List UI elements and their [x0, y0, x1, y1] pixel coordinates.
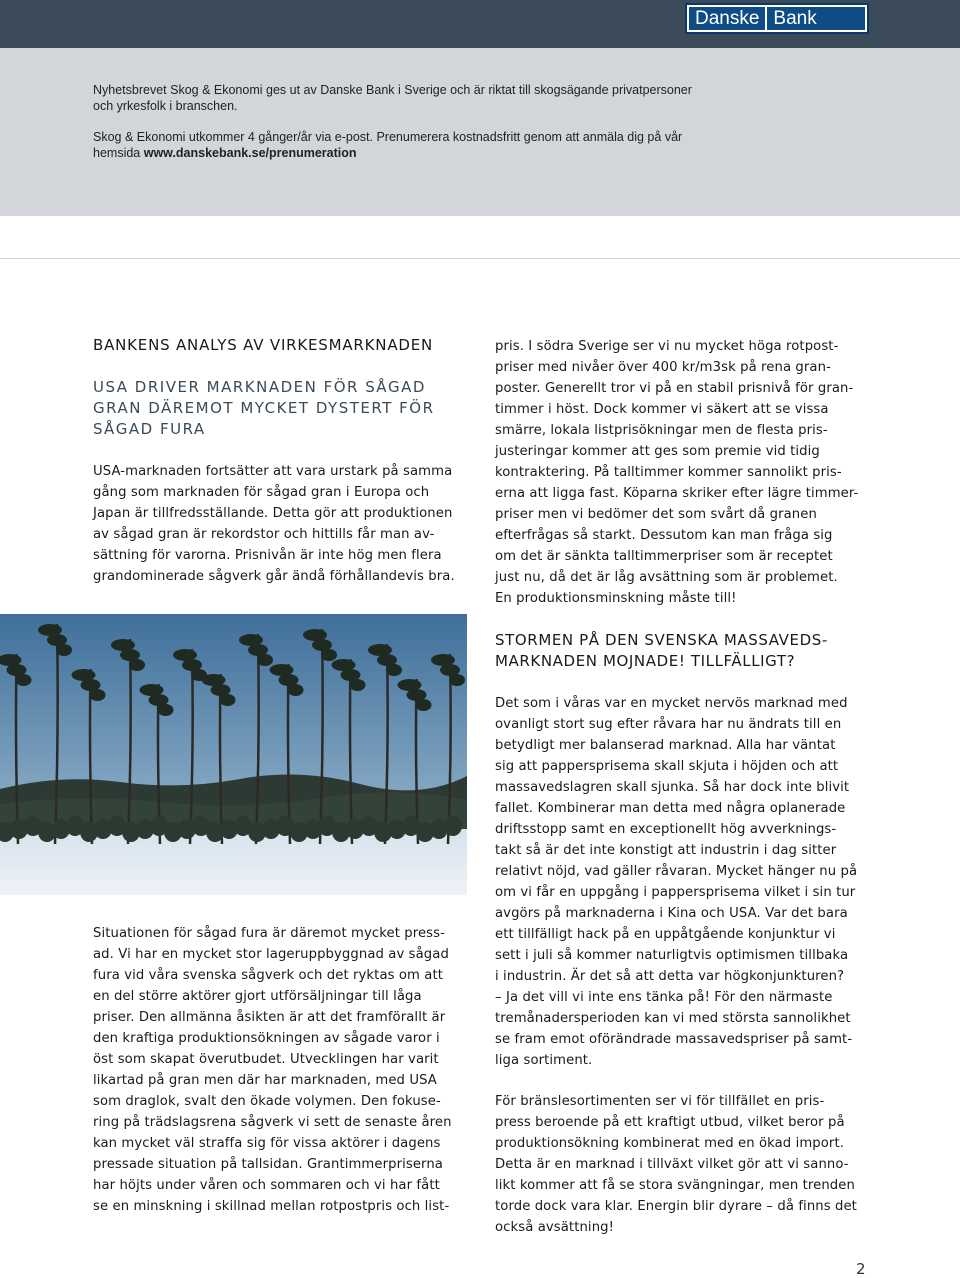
text-line: fura vid våra svenska sågverk och det ryktas om att — [93, 968, 444, 983]
text-line: liga sortiment. — [495, 1053, 593, 1068]
text-line: smärre, lokala listprisökningar men de flesta pris- — [495, 423, 828, 438]
text-line: sett i juli så kommer naturligtvis optimismen tillbaka — [495, 948, 849, 963]
intro-prefix: hemsida — [93, 145, 144, 160]
intro-text — [93, 83, 753, 177]
text-line: pris. I södra Sverige ser vi nu mycket höga rotpost- — [495, 339, 839, 354]
page-number: 2 — [856, 1260, 866, 1278]
text-line: massavedslagren skall sjunka. Så har dock inte blivit — [495, 780, 850, 795]
article-subtitle — [93, 377, 433, 440]
storm-heading — [495, 630, 875, 672]
text-line: har höjts under våren och sommaren och vi har fått — [93, 1178, 440, 1193]
text-line: också avsättning! — [495, 1220, 615, 1235]
text-line: press beroende på ett kraftigt utbud, vilket beror på — [495, 1115, 845, 1130]
subtitle-line: SÅGAD FURA — [93, 420, 206, 438]
text-line: likt kommer att få se stora svängningar, men trenden — [495, 1178, 855, 1193]
text-line: kontraktering. På talltimmer kommer sannolikt pris- — [495, 465, 842, 480]
text-line: En produktionsminskning måste till! — [495, 591, 737, 606]
text-line: betydligt mer balanserad marknad. Alla har väntat — [495, 738, 836, 753]
text-line: öst som skapat överutbudet. Utvecklingen har varit — [93, 1052, 439, 1067]
text-line: Japan är tillfredsställande. Detta gör att produktionen — [93, 506, 453, 521]
subtitle-line: USA DRIVER MARKNADEN FÖR SÅGAD — [93, 378, 426, 396]
undergrowth — [444, 816, 462, 836]
text-line: – Ja det vill vi inte ens tänka på! För den närmaste — [495, 990, 833, 1005]
text-line: pressade situation på tallsidan. Grantimmerpriserna — [93, 1157, 443, 1172]
header-bar — [0, 0, 960, 48]
text-line: USA-marknaden fortsätter att vara urstark på samma — [93, 464, 453, 479]
text-line: tremånadersperioden kan vi med största sannolikhet — [495, 1011, 851, 1026]
text-line: i industrin. Är det så att detta var högkonjunkturen? — [495, 969, 845, 984]
text-line: likartad på gran men där har marknaden, med USA — [93, 1073, 437, 1088]
text-line: ett tillfälligt hack på en uppåtgående konjunktur vi — [495, 927, 836, 942]
text-line: För bränslesortimenten ser vi för tillfället en pris- — [495, 1094, 825, 1109]
intro-line — [93, 146, 753, 162]
text-line: gång som marknaden för sågad gran i Europa och — [93, 485, 430, 500]
intro-paragraph-2 — [93, 130, 753, 161]
text-line: torde dock vara klar. Energin blir dyrare – då finns det — [495, 1199, 857, 1214]
text-line: se en minskning i skillnad mellan rotpostpris och list- — [93, 1199, 450, 1214]
section-title: BANKENS ANALYS AV VIRKESMARKNADEN — [93, 336, 434, 354]
text-line: av sågad gran är rekordstor och hittills får man av- — [93, 527, 435, 542]
text-line: den kraftiga produktionsökningen av sågade varor i — [93, 1031, 440, 1046]
text-line: se fram emot oförändrade massavedspriser på samt- — [495, 1032, 853, 1047]
intro-paragraph-1 — [93, 83, 753, 114]
text-line: sig att pappersprisema skall skjuta i höjden och att — [495, 759, 839, 774]
text-line: driftsstopp samt en exceptionellt hög avverknings- — [495, 822, 837, 837]
divider-line — [0, 258, 960, 259]
text-line: just nu, då det är låg avsättning som är problemet. — [495, 570, 838, 585]
text-line: priser. Den allmänna åsikten är att det framförallt är — [93, 1010, 446, 1025]
text-line: poster. Generellt tror vi på en stabil prisnivå för gran- — [495, 381, 854, 396]
text-line: justeringar kommer att ges som premie vid tidig — [495, 444, 820, 459]
intro-line: Nyhetsbrevet Skog & Ekonomi ges ut av Danske Bank i Sverige och är riktat till skogsägande privatpersoner — [93, 83, 692, 97]
intro-line: och yrkesfolk i branschen. — [93, 98, 238, 113]
forest-illustration — [0, 614, 467, 895]
logo-word-danske: Danske — [695, 8, 760, 29]
text-line: Situationen för sågad fura är däremot mycket press- — [93, 926, 445, 941]
text-line: fallet. Kombinerar man detta med några oplanerade — [495, 801, 846, 816]
text-line: takt så är det inte konstigt att industrin i dag sitter — [495, 843, 837, 858]
text-line: Det som i våras var en mycket nervös marknad med — [495, 696, 848, 711]
left-column-top — [93, 461, 473, 587]
intro-line: Skog & Ekonomi utkommer 4 gånger/år via e-post. Prenumerera kostnadsfritt genom att anmäla dig på vår — [93, 130, 683, 144]
text-line: om vi får en uppgång i pappersprisema vilket i sin tur — [495, 885, 856, 900]
subscription-link[interactable] — [144, 146, 357, 160]
text-line: ovanligt stort sug efter råvara har nu ändrats till en — [495, 717, 842, 732]
subscription-link-text: www.danskebank.se/prenumeration — [143, 145, 357, 160]
text-line: ring på trädslagsrena sågverk vi sett de senaste åren — [93, 1115, 452, 1130]
text-line: som draglok, svalt den ökade volymen. Den fokuse- — [93, 1094, 441, 1109]
danske-bank-logo[interactable] — [685, 3, 869, 34]
text-line: Detta är en marknad i tillväxt vilket gör att vi sanno- — [495, 1157, 849, 1172]
text-line: timmer i höst. Dock kommer vi säkert att se vissa — [495, 402, 829, 417]
subtitle-line: GRAN DÄREMOT MYCKET DYSTERT FÖR — [93, 399, 435, 417]
text-line: relativt nöjd, vad gäller råvaran. Mycket hänger nu på — [495, 864, 858, 879]
text-line: produktionsökning kombinerat med en ökad import. — [495, 1136, 845, 1151]
text-line: ad. Vi har en mycket stor lageruppbyggnad av sågad — [93, 947, 449, 962]
storm-heading-line: STORMEN PÅ DEN SVENSKA MASSAVEDS- — [495, 631, 828, 649]
text-line: priser men vi bedömer det som svårt då granen — [495, 507, 817, 522]
left-column-bottom — [93, 923, 473, 1217]
storm-heading-line: MARKNADEN MOJNADE! TILLFÄLLIGT? — [495, 652, 796, 670]
text-line: kan mycket väl straffa sig för vissa aktörer i dagens — [93, 1136, 441, 1151]
text-line: avgörs på marknaderna i Kina och USA. Var det bara — [495, 906, 848, 921]
logo-inner — [689, 7, 865, 30]
right-column-middle — [495, 693, 875, 1071]
forest-photo — [0, 614, 467, 895]
text-line: priser med nivåer över 400 kr/m3sk på rena gran- — [495, 360, 831, 375]
text-line: grandominerade sågverk går ändå förhållandevis bra. — [93, 569, 455, 584]
text-line: sättning för varorna. Prisnivån är inte hög men flera — [93, 548, 442, 563]
logo-word-bank: Bank — [773, 8, 817, 29]
text-line: efterfrågas så starkt. Dessutom kan man fråga sig — [495, 528, 833, 543]
right-column-bottom — [495, 1091, 875, 1238]
right-column-top — [495, 336, 875, 609]
text-line: om det är sänkta talltimmerpriser som är receptet — [495, 549, 833, 564]
text-line: en del större aktörer gjort utförsäljningar till låga — [93, 989, 422, 1004]
text-line: erna att ligga fast. Köparna skriker efter lägre timmer- — [495, 486, 859, 501]
